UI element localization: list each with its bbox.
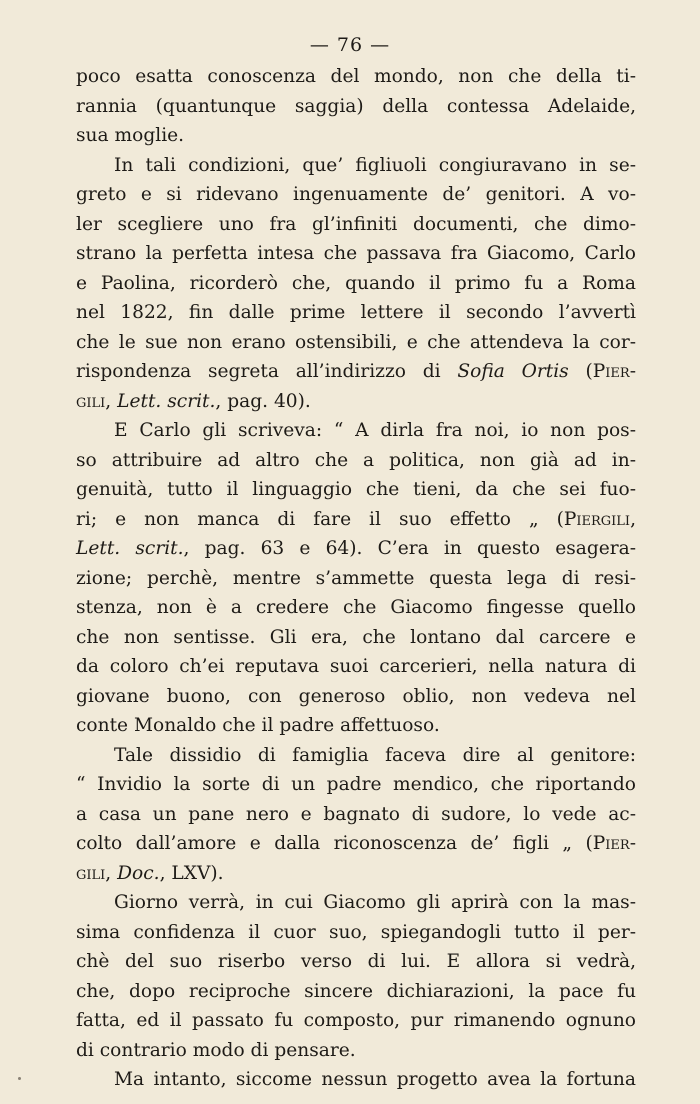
text-line: da coloro ch’ei reputava suoi carcerieri, nella natura di	[76, 656, 636, 677]
text-line: greto e si ridevano ingenuamente de’ genitori. A vo-	[76, 184, 636, 205]
text-line: poco esatta conoscenza del mondo, non che della ti-	[76, 66, 636, 87]
text-line: fatta, ed il passato fu composto, pur rimanendo ognuno	[76, 1010, 636, 1031]
small-caps-text: gili	[76, 862, 106, 884]
text-line: In tali condizioni, que’ figliuoli congiuravano in se-	[114, 154, 636, 176]
text-line: giovane buono, con generoso oblio, non vedeva nel	[76, 685, 636, 707]
text-line: strano la perfetta intesa che passava fra Giacomo, Carlo	[76, 243, 636, 264]
text-line: ler scegliere uno fra gl’infiniti documenti, che dimo-	[76, 213, 636, 235]
text-line: E Carlo gli scriveva: “ A dirla fra noi, io non pos-	[114, 420, 636, 441]
text-line: che, dopo reciproche sincere dichiarazioni, la pace fu	[76, 980, 636, 1002]
text-run: colto dall’amore e dalla riconoscenza de’ figli „ (	[76, 833, 593, 854]
text-line: sua moglie.	[76, 125, 185, 146]
text-line	[76, 387, 636, 417]
body-text	[76, 62, 636, 1095]
text-line: nel 1822, fin dalle prime lettere il secondo l’avvertì	[76, 302, 636, 323]
text-line: “ Invidio la sorte di un padre mendico, che riportando	[76, 774, 636, 795]
small-caps-text: Piergili	[563, 508, 631, 530]
italic-text: Sofia Ortis	[457, 361, 569, 382]
text-line: a casa un pane nero e bagnato di sudore, lo vede ac-	[76, 803, 636, 825]
text-run: ,	[105, 862, 118, 884]
page-number: — 76 —	[309, 34, 391, 56]
text-run: , pag. 40).	[215, 390, 311, 412]
text-line: che non sentisse. Gli era, che lontano dal carcere e	[76, 626, 636, 648]
text-run: ri; e non manca di fare il suo effetto „ (	[76, 508, 564, 530]
text-line: Giorno verrà, in cui Giacomo gli aprirà con la mas-	[114, 892, 636, 913]
text-line	[76, 357, 636, 387]
text-line: sima confidenza il cuor suo, spiegandogli tutto il per-	[76, 921, 636, 943]
italic-text: Lett. scrit.	[76, 538, 184, 559]
text-line: rannia (quantunque saggia) della contessa Adelaide,	[76, 95, 636, 117]
italic-text: Lett. scrit.	[117, 390, 216, 412]
text-line: so attribuire ad altro che a politica, non già ad in-	[76, 449, 636, 471]
small-caps-text: Pier-	[592, 833, 636, 854]
text-line: e Paolina, ricorderò che, quando il primo fu a Roma	[76, 272, 636, 294]
text-run: (	[568, 361, 593, 382]
text-run: ,	[630, 508, 636, 530]
text-run: rispondenza segreta all’indirizzo di	[76, 361, 458, 382]
text-line: Tale dissidio di famiglia faceva dire al genitore:	[114, 744, 636, 766]
small-caps-text: gili	[76, 390, 106, 412]
small-caps-text: Pier-	[592, 361, 636, 382]
text-line	[76, 859, 636, 889]
text-line: conte Monaldo che il padre affettuoso.	[76, 715, 440, 736]
text-line	[76, 534, 636, 564]
text-line: di contrario modo di pensare.	[76, 1039, 356, 1061]
text-line: Ma intanto, siccome nessun progetto avea la fortuna	[114, 1069, 636, 1090]
text-line: che le sue non erano ostensibili, e che attendeva la cor-	[76, 331, 636, 353]
text-run: , pag. 63 e 64). C’era in questo esagera-	[183, 538, 636, 559]
text-run: ,	[105, 390, 118, 412]
text-line: chè del suo riserbo verso di lui. E allora si vedrà,	[76, 951, 636, 972]
text-line	[76, 505, 636, 535]
italic-text: Doc.	[117, 862, 160, 884]
text-line	[76, 829, 636, 859]
text-line: genuità, tutto il linguaggio che tieni, da che sei fuo-	[76, 479, 636, 500]
paper-speck	[18, 1077, 21, 1080]
text-line: stenza, non è a credere che Giacomo fingesse quello	[76, 597, 636, 618]
text-run: , LXV).	[159, 862, 224, 884]
text-line: zione; perchè, mentre s’ammette questa lega di resi-	[76, 567, 636, 589]
